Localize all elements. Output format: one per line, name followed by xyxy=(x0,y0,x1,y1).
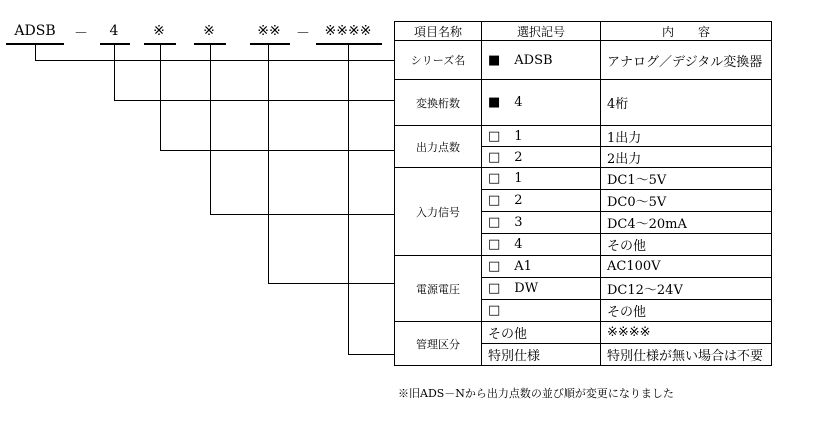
symbol-cell xyxy=(482,80,601,126)
empty-checkbox-icon: □ xyxy=(488,171,501,186)
symbol-value: 4 xyxy=(514,95,523,110)
connector-input-h xyxy=(210,214,395,215)
connector-input-v xyxy=(210,45,211,215)
connector-digits-v xyxy=(114,45,115,101)
code-series: ADSB xyxy=(14,23,56,39)
empty-checkbox-icon: □ xyxy=(488,281,501,296)
connector-output-v xyxy=(160,45,161,151)
underline-digits xyxy=(100,43,130,45)
empty-checkbox-icon: □ xyxy=(488,149,501,165)
connector-output-h xyxy=(160,150,395,151)
underline-management xyxy=(316,43,382,45)
connector-management-v xyxy=(348,45,349,355)
empty-checkbox-icon: □ xyxy=(488,259,501,274)
spec-table xyxy=(394,21,772,366)
symbol-cell: その他 xyxy=(482,322,601,344)
empty-checkbox-icon: □ xyxy=(488,303,501,318)
table-header-row xyxy=(395,22,772,41)
filled-square-icon: ■ xyxy=(488,52,501,68)
item-management: 管理区分 xyxy=(395,322,482,366)
symbol-cell: 特別仕様 xyxy=(482,344,601,366)
symbol-cell xyxy=(482,256,601,278)
code-power: ※※ xyxy=(257,23,281,39)
item-input: 入力信号 xyxy=(395,168,482,256)
item-output: 出力点数 xyxy=(395,126,482,168)
header-symbol: 選択記号 xyxy=(482,22,601,41)
row-power-1 xyxy=(395,256,772,278)
header-item: 項目名称 xyxy=(395,22,482,41)
symbol-value: 1 xyxy=(514,128,523,144)
row-series xyxy=(395,41,772,80)
connector-series-h xyxy=(35,60,395,61)
symbol-value: 4 xyxy=(514,237,523,252)
empty-checkbox-icon: □ xyxy=(488,193,501,208)
code-management: ※※※※ xyxy=(324,23,372,39)
symbol-value: 3 xyxy=(514,215,523,230)
connector-power-v xyxy=(268,45,269,284)
symbol-value: 2 xyxy=(514,149,523,165)
empty-checkbox-icon: □ xyxy=(488,237,501,252)
row-input-1 xyxy=(395,168,772,190)
row-digits xyxy=(395,80,772,126)
code-dash-1: － xyxy=(74,26,88,42)
content-cell: 4桁 xyxy=(601,80,772,126)
filled-square-icon: ■ xyxy=(488,95,501,110)
content-cell: DC1～5V xyxy=(601,168,772,190)
content-cell: DC0～5V xyxy=(601,190,772,212)
content-cell: アナログ／デジタル変換器 xyxy=(601,41,772,80)
content-cell: AC100V xyxy=(601,256,772,278)
code-input: ※ xyxy=(203,23,215,39)
symbol-cell xyxy=(482,168,601,190)
symbol-cell xyxy=(482,300,601,322)
code-output: ※ xyxy=(153,23,165,39)
row-output-1 xyxy=(395,126,772,147)
connector-series-v xyxy=(35,45,36,61)
content-cell: DC4～20mA xyxy=(601,212,772,234)
item-power: 電源電圧 xyxy=(395,256,482,322)
item-digits: 変換桁数 xyxy=(395,80,482,126)
empty-checkbox-icon: □ xyxy=(488,215,501,230)
connector-power-h xyxy=(268,283,395,284)
connector-digits-h xyxy=(114,100,395,101)
underline-power xyxy=(250,43,290,45)
content-cell: 2出力 xyxy=(601,147,772,168)
content-cell: ※※※※ xyxy=(601,322,772,344)
symbol-cell xyxy=(482,126,601,147)
row-management-1 xyxy=(395,322,772,344)
connector-management-h xyxy=(348,354,395,355)
symbol-value: A1 xyxy=(514,259,532,274)
content-cell: 1出力 xyxy=(601,126,772,147)
item-series: シリーズ名 xyxy=(395,41,482,80)
symbol-cell xyxy=(482,278,601,300)
symbol-cell xyxy=(482,190,601,212)
symbol-cell xyxy=(482,234,601,256)
content-cell: 特別仕様が無い場合は不要 xyxy=(601,344,772,366)
code-dash-2: － xyxy=(296,26,310,42)
symbol-value: 2 xyxy=(514,193,523,208)
symbol-cell xyxy=(482,212,601,234)
header-content: 内 容 xyxy=(601,22,772,41)
footnote: ※旧ADS－Nから出力点数の並び順が変更になりました xyxy=(398,387,674,400)
empty-checkbox-icon: □ xyxy=(488,128,501,144)
content-cell: その他 xyxy=(601,234,772,256)
symbol-cell xyxy=(482,147,601,168)
symbol-value: DW xyxy=(514,281,539,296)
symbol-value: ADSB xyxy=(514,52,553,68)
code-digits: 4 xyxy=(109,23,119,39)
symbol-value: 1 xyxy=(514,171,523,186)
content-cell: DC12～24V xyxy=(601,278,772,300)
symbol-cell xyxy=(482,41,601,80)
content-cell: その他 xyxy=(601,300,772,322)
